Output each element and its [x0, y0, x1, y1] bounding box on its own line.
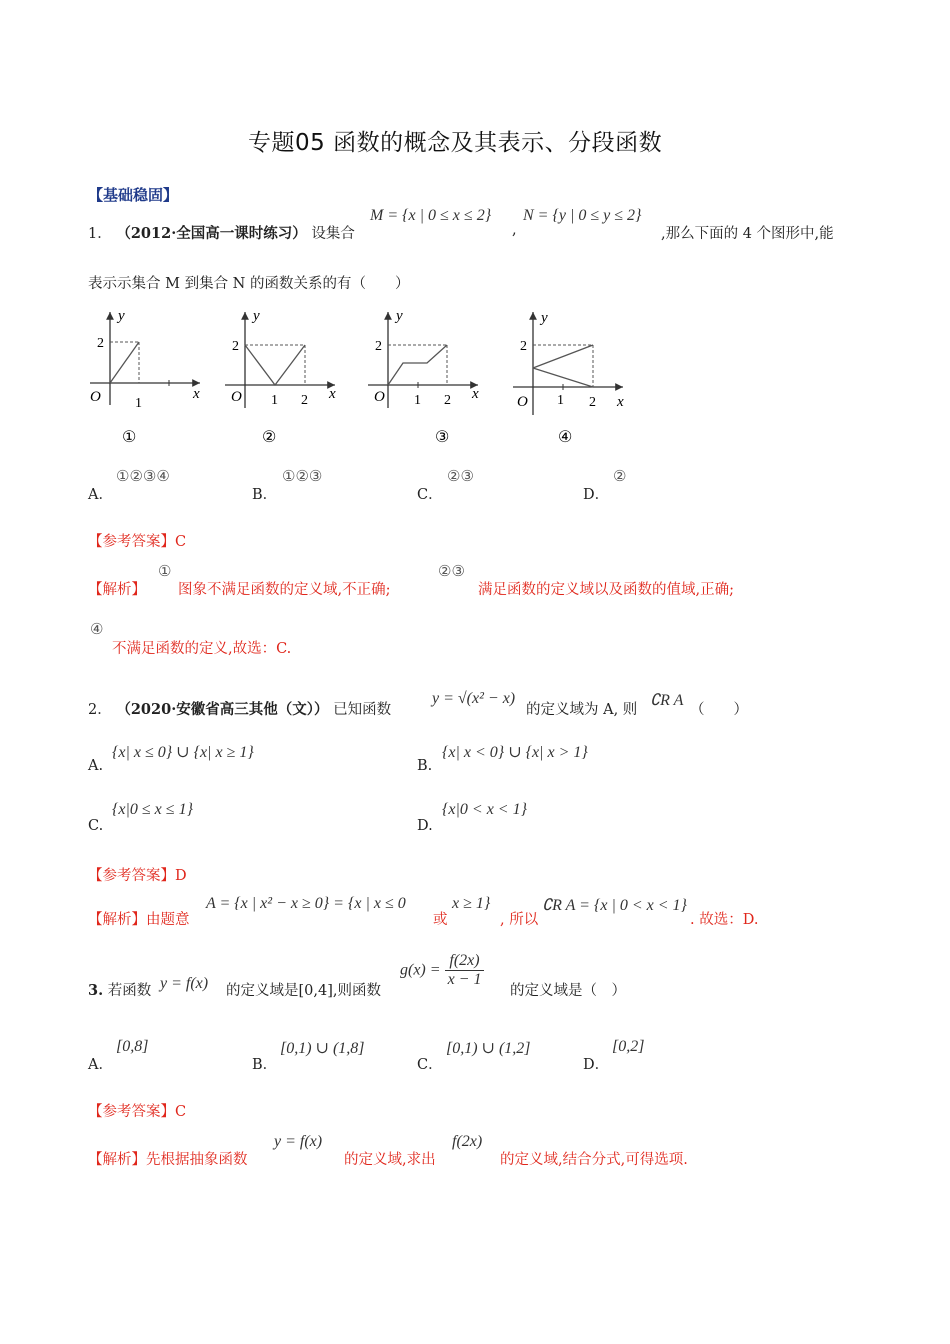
- graph-2: [225, 308, 336, 446]
- q2-stem-a: 已知函数: [333, 702, 392, 718]
- q3-analysis-text-1: 先根据抽象函数: [146, 1152, 248, 1168]
- graph-3-x-name: x: [472, 386, 479, 402]
- graph-4-origin: O: [517, 394, 528, 410]
- q3-analysis-math-2: f(2x): [452, 1133, 483, 1150]
- q1-analysis-circ-3: ④: [90, 620, 104, 638]
- q2-option-b-value: {x| x < 0} ∪ {x| x > 1}: [442, 744, 588, 761]
- q2-func: y = √(x² − x): [432, 690, 516, 707]
- q2-answer-tag: 【参考答案】: [88, 868, 175, 884]
- graph-4-label: ④: [558, 429, 573, 446]
- graph-1-x-name: x: [193, 386, 200, 402]
- graph-3-label: ③: [435, 429, 450, 446]
- graph-1: [90, 308, 200, 446]
- q2-stem: [88, 698, 391, 719]
- graph-4-xlabel-2: 2: [589, 395, 596, 410]
- q1-stem-line1: [88, 222, 355, 243]
- q2-analysis-text-2: , 所以: [500, 912, 539, 928]
- graph-1-origin: O: [90, 389, 101, 405]
- q1-option-c-letter: C．: [417, 487, 443, 503]
- graph-2-ylabel-2: 2: [232, 339, 239, 354]
- q3-analysis: [88, 1148, 248, 1169]
- graph-2-origin: O: [231, 389, 242, 405]
- q1-number: 1．: [88, 226, 112, 242]
- graph-3-ylabel-2: 2: [375, 339, 382, 354]
- graph-3-line: [388, 345, 447, 385]
- graph-4-line-up: [533, 345, 593, 368]
- q3-stem: [88, 979, 151, 1000]
- q3-analysis-text-2: 的定义域,求出: [344, 1152, 436, 1168]
- q1-option-d-value: ②: [613, 467, 627, 485]
- q3-g-denominator: x − 1: [447, 971, 482, 988]
- q3-analysis-tag: 【解析】: [88, 1152, 146, 1168]
- q2-analysis-math-3: ∁R A = {x | 0 < x < 1}: [542, 897, 687, 914]
- q2-number: 2．: [88, 702, 112, 718]
- q2-option-d-value: {x|0 < x < 1}: [442, 801, 527, 818]
- q3-g-function: [400, 952, 484, 989]
- graph-3-origin: O: [374, 389, 385, 405]
- graph-2-xlabel-2: 2: [301, 393, 308, 408]
- q1-stem-a: 设集合: [311, 226, 355, 242]
- q2-option-d-letter: D.: [417, 818, 433, 834]
- q1-option-a-letter: A．: [88, 487, 113, 503]
- q2-blank: （ ）: [690, 702, 748, 718]
- q3-stem-c: 的定义域是（ ）: [510, 983, 626, 999]
- graph-3: [368, 308, 479, 446]
- q2-analysis: [88, 908, 190, 929]
- q3-analysis-math-1: y = f(x): [274, 1133, 323, 1150]
- q1-option-b-value: ①②③: [282, 467, 323, 485]
- graph-4-xlabel-1: 1: [557, 393, 564, 408]
- q2-answer-value: D: [175, 868, 187, 884]
- q2-analysis-math-1: A = {x | x² − x ≥ 0} = {x | x ≤ 0: [206, 895, 406, 912]
- q1-analysis-circ-1: ①: [158, 562, 172, 580]
- q3-g-fraction: [445, 952, 485, 989]
- graph-1-xlabel-1: 1: [135, 396, 142, 411]
- q1-stem-line2: 表示示集合 M 到集合 N 的函数关系的有（ ）: [88, 276, 410, 292]
- graph-2-x-name: x: [329, 386, 336, 402]
- graph-2-y-name: y: [253, 308, 260, 324]
- q2-complement: ∁R A: [650, 692, 684, 709]
- q3-number: 3.: [88, 982, 104, 999]
- q1-graphs: [85, 300, 645, 450]
- graph-4-y-name: y: [541, 310, 548, 326]
- q2-option-a-letter: A.: [88, 758, 104, 774]
- q3-option-c-value: [0,1) ∪ (1,2]: [446, 1040, 531, 1057]
- q2-option-b-letter: B.: [417, 758, 433, 774]
- q2-analysis-text-1: 由题意: [146, 912, 190, 928]
- graph-1-label: ①: [122, 429, 137, 446]
- q2-analysis-text-3: . 故选：D.: [690, 912, 759, 928]
- q3-stem-b: 的定义域是[0,4],则函数: [226, 983, 381, 999]
- q2-analysis-math-2: x ≥ 1}: [452, 895, 491, 912]
- page-title: 专题05 函数的概念及其表示、分段函数: [248, 130, 663, 156]
- q2-source: （2020·安徽省高三其他（文））: [116, 701, 329, 718]
- q1-analysis-text-3: 不满足函数的定义,故选：C.: [112, 641, 292, 657]
- q2-option-a-value: {x| x ≤ 0} ∪ {x| x ≥ 1}: [112, 744, 254, 761]
- q1-option-a-value: ①②③④: [116, 467, 170, 485]
- graph-1-line: [110, 342, 139, 383]
- q1-stem-b: ,那么下面的 4 个图形中,能: [661, 226, 834, 242]
- graph-4: [513, 310, 624, 446]
- q3-option-d-letter: D．: [583, 1057, 610, 1073]
- graph-3-y-name: y: [396, 308, 403, 324]
- q1-answer-tag: 【参考答案】: [88, 534, 175, 550]
- q1-option-c-value: ②③: [447, 467, 474, 485]
- q1-answer-value: C: [175, 534, 187, 550]
- q3-analysis-text-3: 的定义域,结合分式,可得选项.: [500, 1152, 688, 1168]
- q3-g-left: g(x) =: [400, 961, 441, 979]
- graph-4-ylabel-2: 2: [520, 339, 527, 354]
- graph-1-y-name: y: [118, 308, 125, 324]
- q1-analysis-tag: 【解析】: [88, 582, 146, 598]
- q3-option-a-value: [0,8]: [116, 1038, 149, 1055]
- q3-answer-value: C: [175, 1104, 187, 1120]
- q1-set-m: M = {x | 0 ≤ x ≤ 2}: [370, 207, 492, 224]
- graph-1-ylabel-2: 2: [97, 336, 104, 351]
- q1-set-n: N = {y | 0 ≤ y ≤ 2}: [523, 207, 642, 224]
- q1-option-b-letter: B．: [252, 487, 278, 503]
- q3-option-b-value: [0,1) ∪ (1,8]: [280, 1040, 365, 1057]
- q2-analysis-tag: 【解析】: [88, 912, 146, 928]
- q3-option-c-letter: C．: [417, 1057, 443, 1073]
- graph-3-xlabel-2: 2: [444, 393, 451, 408]
- graph-2-line: [245, 345, 305, 385]
- graph-4-x-name: x: [617, 394, 624, 410]
- q3-option-d-value: [0,2]: [612, 1038, 645, 1055]
- section-header: 【基础稳固】: [88, 186, 179, 204]
- q2-answer: [88, 864, 187, 885]
- q3-func-1: y = f(x): [160, 975, 209, 992]
- q1-answer: [88, 530, 186, 551]
- q3-answer: [88, 1100, 186, 1121]
- q1-comma: ,: [512, 222, 517, 238]
- q3-option-a-letter: A．: [88, 1057, 113, 1073]
- q2-stem-b: 的定义域为 A, 则: [526, 702, 638, 718]
- q2-option-c-value: {x|0 ≤ x ≤ 1}: [112, 801, 193, 818]
- q1-option-d-letter: D．: [583, 487, 610, 503]
- q3-answer-tag: 【参考答案】: [88, 1104, 175, 1120]
- q3-stem-a: 若函数: [107, 983, 152, 999]
- q1-analysis-text-2: 满足函数的定义域以及函数的值域,正确;: [478, 582, 734, 598]
- q1-analysis-circ-2: ②③: [438, 562, 465, 580]
- q3-g-numerator: f(2x): [445, 952, 485, 971]
- graph-3-xlabel-1: 1: [414, 393, 421, 408]
- q1-source: （2012·全国高一课时练习）: [116, 225, 307, 242]
- q2-option-c-letter: C.: [88, 818, 104, 834]
- q3-option-b-letter: B．: [252, 1057, 278, 1073]
- q1-analysis-text-1: 图象不满足函数的定义域,不正确;: [178, 582, 391, 598]
- graph-2-xlabel-1: 1: [271, 393, 278, 408]
- q2-analysis-or: 或: [433, 912, 448, 928]
- graph-2-label: ②: [262, 429, 277, 446]
